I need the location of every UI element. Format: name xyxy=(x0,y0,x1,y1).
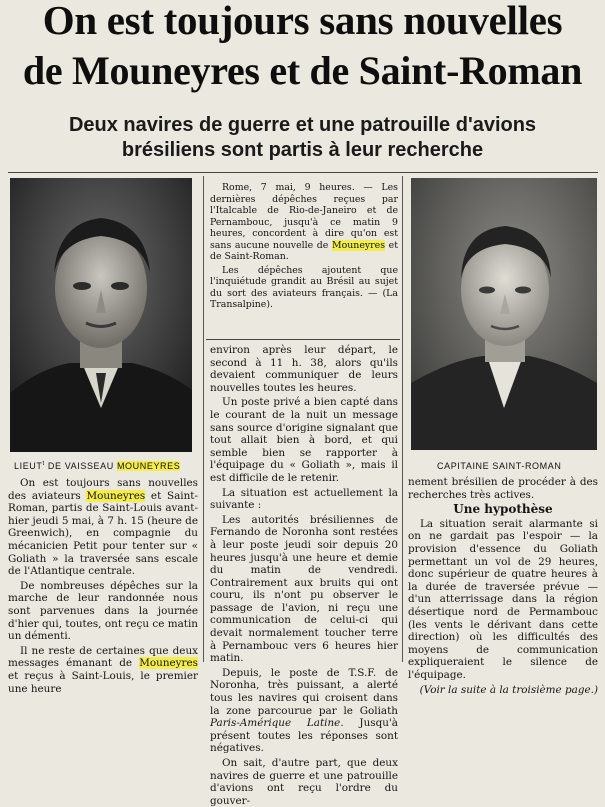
continuation-note xyxy=(408,684,598,697)
caption-saint-roman: CAPITAINE SAINT-ROMAN xyxy=(437,461,562,471)
middle-p5-text-a: Depuis, le poste de T.S.F. de Noronha, très puissant, a alerté tous les navires qui croisent dans la zone parcourue par le Goliath xyxy=(210,666,398,717)
right-paragraph-1: nement brésilien de procéder à des recherches très actives. xyxy=(408,476,598,501)
left-p3-text-a: Il ne reste de certaines que deux messages émanant de xyxy=(8,644,198,670)
subheadline-line1: Deux navires de guerre et une patrouille d'avions xyxy=(68,114,537,136)
left-paragraph-1 xyxy=(8,477,198,578)
portrait-mouneyres-image xyxy=(10,178,192,452)
portrait-mouneyres xyxy=(10,178,192,452)
left-p1-name-mouneyres: Mouneyres xyxy=(86,489,146,502)
column-divider-left xyxy=(203,176,204,662)
middle-paragraph-6: On sait, d'autre part, que deux navires de guerre et une patrouille d'avions ont reçu l'ordre du gouver- xyxy=(210,757,398,807)
middle-paragraph-1: environ après leur départ, le second à 11 h. 38, alors qu'ils devaient communiquer de leurs nouvelles toutes les heures. xyxy=(210,344,398,394)
caption-rank-superscript: t xyxy=(42,461,45,467)
portrait-saint-roman xyxy=(411,178,597,450)
dispatch-divider xyxy=(206,339,400,340)
left-p3-name-mouneyres: Mouneyres xyxy=(139,657,198,670)
left-p1-text-b: et Saint-Roman, partis de Saint-Louis avant-hier jeudi 5 mai, à 7 h. 15 (heure de Greenwich), en compagnie du mécanicien Petit pour tenter sur « Goliath » la traversée sans escale de l'Atlantique centrale. xyxy=(8,489,198,578)
dispatch-text-b: et de Saint-Roman. xyxy=(210,239,398,262)
column-divider-right xyxy=(402,176,403,662)
section-title-hypothese: Une hypothèse xyxy=(453,502,553,517)
dispatch-paragraph-2: Les dépêches ajoutent que l'inquiétude grandit au Brésil au sujet du sort des aviateurs français. — (La Transalpine). xyxy=(210,264,398,310)
middle-p5-text-b: . Jusqu'à présent toutes les réponses sont négatives. xyxy=(210,717,398,755)
middle-paragraph-2: Un poste privé a bien capté dans le courant de la nuit un message sans source d'origine signalant que tout allait bien à bord, et qui semble bien se rapporter à l'équipage du « Goliath », mais il est difficile de le retenir. xyxy=(210,396,398,484)
middle-paragraph-3: La situation est actuellement la suivante : xyxy=(210,486,398,512)
article-column-left xyxy=(8,477,198,695)
dispatch-name-mouneyres: Mouneyres xyxy=(332,239,386,251)
header-divider xyxy=(8,172,598,173)
dispatch-block xyxy=(210,182,398,311)
caption-rank-prefix: LIEUT xyxy=(14,461,43,471)
article-column-middle xyxy=(210,344,398,807)
caption-mouneyres xyxy=(14,461,180,471)
left-paragraph-2: De nombreuses dépêches sur la marche de leur randonnée nous sont parvenues dans la journée d'hier qui, toutes, ont reçu ce matin un démenti. xyxy=(8,579,198,643)
article-column-right xyxy=(408,476,598,696)
middle-p5-airplane-name: Paris-Amérique Latine xyxy=(210,717,341,730)
left-p1-text-a: On est toujours sans nouvelles des aviateurs xyxy=(8,477,198,502)
subheadline-line2: brésiliens sont partis à leur recherche xyxy=(121,139,484,161)
continuation-note-text: (Voir la suite à la troisième page.) xyxy=(419,683,598,696)
left-p3-text-b: et reçus à Saint-Louis, le premier une heure xyxy=(8,669,198,695)
caption-rank-mid: DE VAISSEAU xyxy=(44,461,117,471)
caption-name-mouneyres: MOUNEYRES xyxy=(116,461,181,471)
portrait-saint-roman-image xyxy=(411,178,597,450)
dispatch-text-a: Rome, 7 mai, 9 heures. — Les dernières dépêches reçues par l'Italcable de Rio-de-Janeiro et de Pernambouc, jusqu'à ce matin 9 heures, concordent à dire qu'on est sans aucune nouvelle de xyxy=(210,182,398,251)
middle-paragraph-4: Les autorités brésiliennes de Fernando de Noronha sont restées à leur poste jeudi soir depuis 20 heures jusqu'à une heure et demie du matin de vendredi. Contrairement aux bruits qui ont couru, ils n'ont pu observer le passage de l'avion, ni reçu une communication de celui-ci qui devait normalement toucher terre à Pernambouc vers 6 heures hier matin. xyxy=(210,513,398,665)
middle-paragraph-5 xyxy=(210,667,398,755)
right-paragraph-2: La situation serait alarmante si on ne gardait pas l'espoir — la provision d'essence du Goliath permettant un vol de 29 heures, donc supérieur de quatre heures à la durée de traversée prévue — d'un atterrissage dans la région désertique nord de Permambouc (les vents le dérivant dans cette direction) où les difficultés des moyens de communication expliqueraient le silence de l'équipage. xyxy=(408,517,598,681)
dispatch-paragraph-1 xyxy=(210,182,398,263)
main-headline-line1: On est toujours sans nouvelles xyxy=(42,0,563,43)
main-headline-line2: de Mouneyres et de Saint-Roman xyxy=(22,48,583,93)
left-paragraph-3 xyxy=(8,645,198,695)
